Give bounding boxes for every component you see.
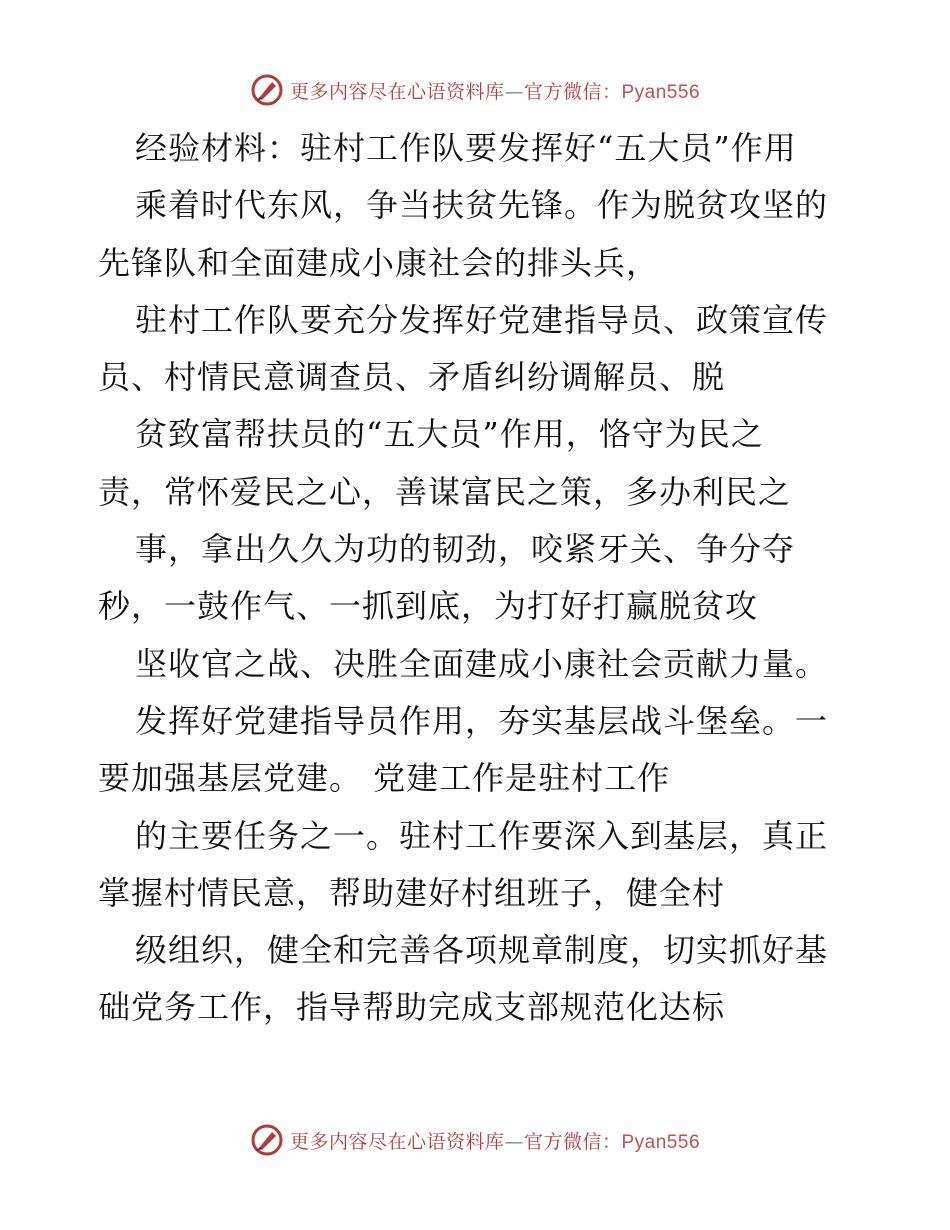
text-line: 的主要任务之一。驻村工作要深入到基层，真正 xyxy=(135,816,829,855)
header-wechat-label: 官方微信： xyxy=(523,80,622,103)
text-line: 驻村工作队要充分发挥好党建指导员、政策宣传 xyxy=(135,300,829,339)
footer-banner xyxy=(0,1120,950,1160)
footer-wechat-id: Pyan556 xyxy=(621,1131,701,1153)
header-site-text: 更多内容尽在心语资料库 xyxy=(289,80,505,103)
text-line: 先锋队和全面建成小康社会的排头兵， xyxy=(98,243,660,282)
text-line: 乘着时代东风，争当扶贫先锋。作为脱贫攻坚的 xyxy=(135,186,829,225)
text-line: 秒，一鼓作气、一抓到底，为打好打赢脱贫攻 xyxy=(98,587,759,626)
footer-banner-text xyxy=(290,1127,700,1154)
document-title: 经验材料：驻村工作队要发挥好“五大员”作用 xyxy=(135,129,797,167)
text-line: 事，拿出久久为功的韧劲，咬紧牙关、争分夺 xyxy=(135,530,796,569)
header-banner xyxy=(0,70,950,110)
header-wechat-id: Pyan556 xyxy=(621,81,701,103)
text-line: 坚收官之战、决胜全面建成小康社会贡献力量。 xyxy=(135,644,829,683)
text-line: 础党务工作，指导帮助完成支部规范化达标 xyxy=(98,988,726,1027)
text-line: 要加强基层党建。 党建工作是驻村工作 xyxy=(98,759,671,798)
header-dash: — xyxy=(504,80,524,103)
text-line: 掌握村情民意，帮助建好村组班子，健全村 xyxy=(98,873,726,912)
text-line: 责，常怀爱民之心，善谋富民之策，多办利民之 xyxy=(98,472,792,511)
text-line: 级组织，健全和完善各项规章制度，切实抓好基 xyxy=(135,931,829,970)
pen-nib-logo-icon xyxy=(250,1123,284,1157)
footer-site-text: 更多内容尽在心语资料库 xyxy=(289,1130,505,1153)
footer-wechat-label: 官方微信： xyxy=(523,1130,622,1153)
pen-nib-logo-icon xyxy=(250,73,284,107)
document-body xyxy=(98,120,858,1037)
footer-dash: — xyxy=(504,1130,524,1153)
text-line: 贫致富帮扶员的“五大员”作用，恪守为民之 xyxy=(135,415,764,454)
text-line: 发挥好党建指导员作用，夯实基层战斗堡垒。一 xyxy=(135,701,829,740)
text-line: 员、村情民意调查员、矛盾纠纷调解员、脱 xyxy=(98,358,726,397)
header-banner-text xyxy=(290,77,700,104)
